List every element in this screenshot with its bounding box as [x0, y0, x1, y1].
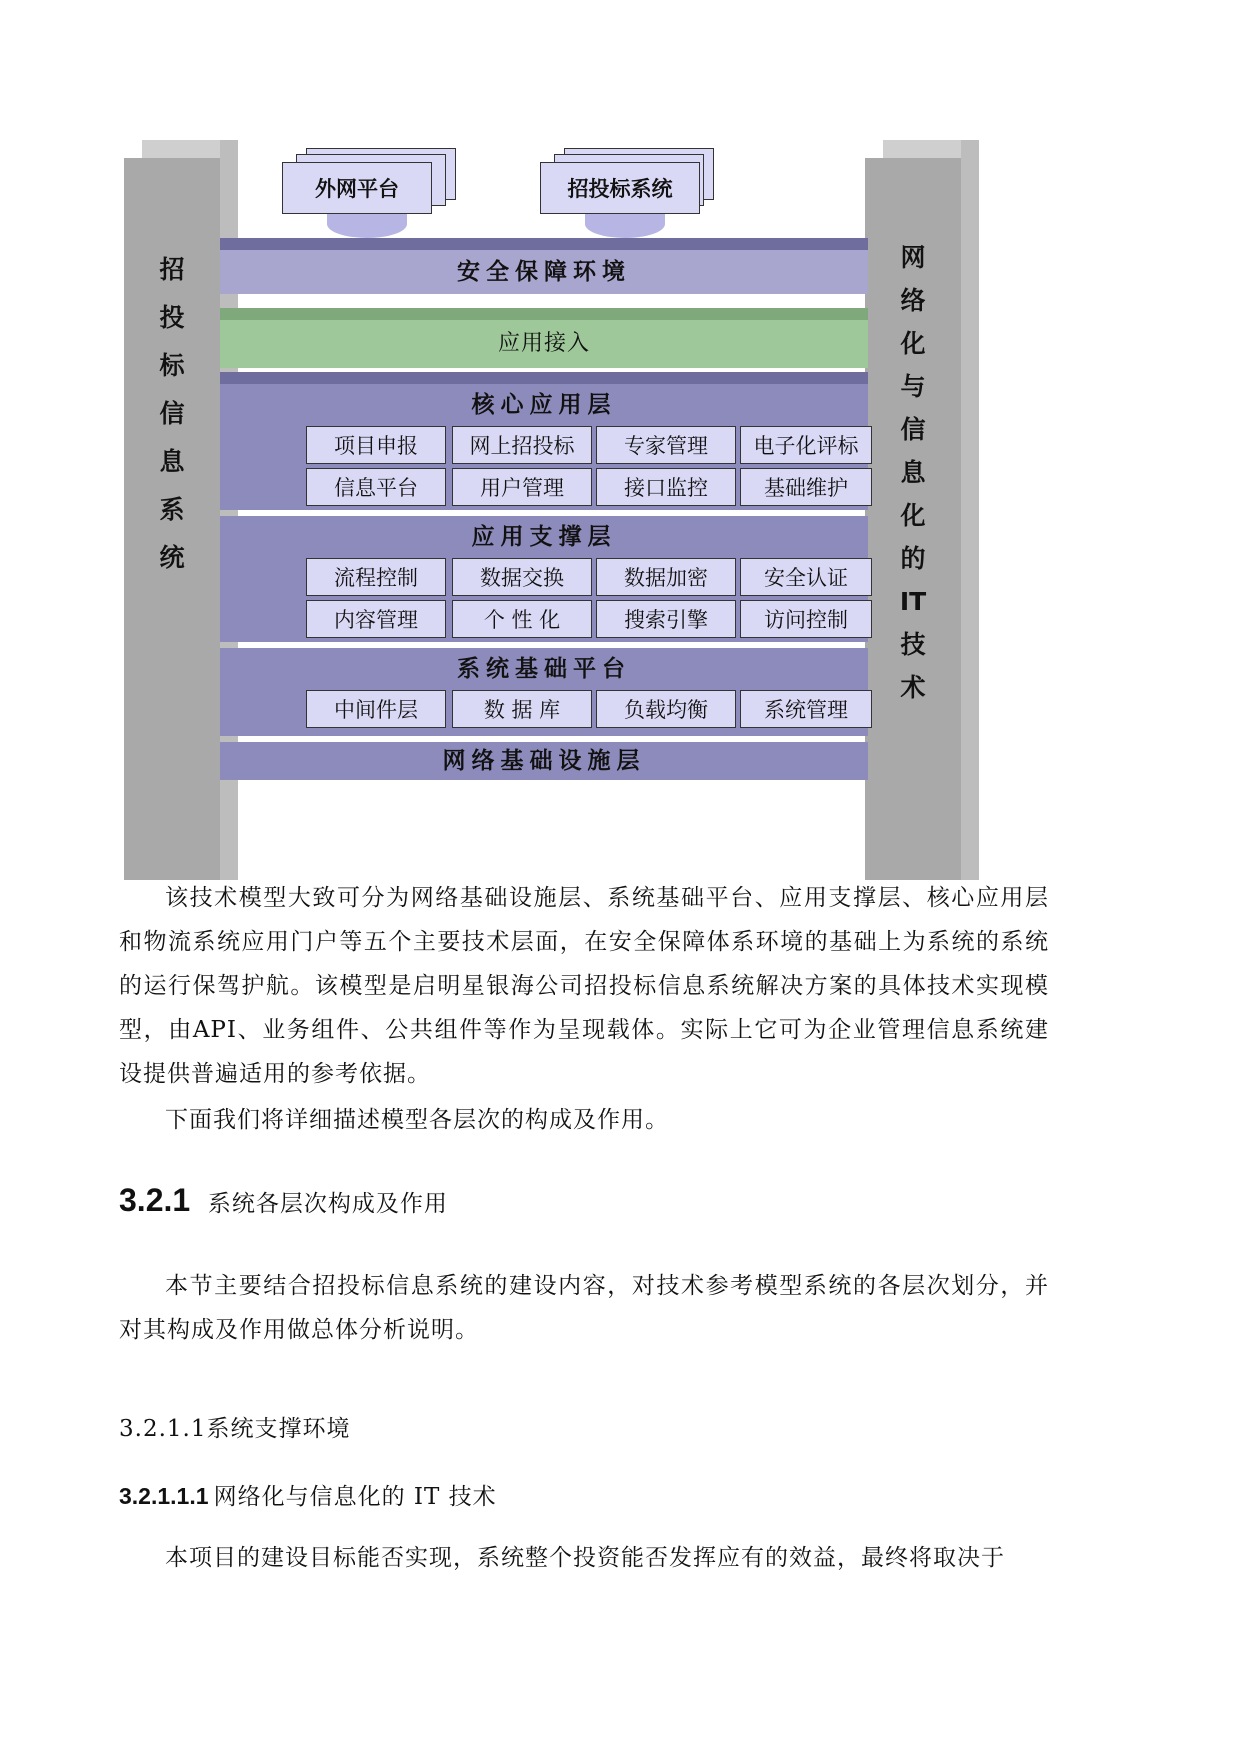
layer-cell: 接口监控: [596, 468, 736, 506]
system-base-platform-layer: [220, 648, 868, 736]
paragraph-intro-detail: 下面我们将详细描述模型各层次的构成及作用。: [165, 1107, 669, 1133]
security-band: [220, 250, 868, 294]
layer-cell: 网上招投标: [452, 426, 592, 464]
layer-cell: 信息平台: [306, 468, 446, 506]
access-band: [220, 320, 868, 368]
section-heading-3-2-1: [119, 1182, 448, 1219]
layer-cell: 安全认证: [740, 558, 872, 596]
network-infrastructure-layer: [220, 742, 868, 780]
support-layer-title: 应用支撑层: [471, 524, 617, 550]
layer-cell: 个 性 化: [452, 600, 592, 638]
layer-cell: 内容管理: [306, 600, 446, 638]
application-support-layer: [220, 516, 868, 642]
right-pillar-it-technology: [865, 158, 961, 880]
layer-cell: 搜索引擎: [596, 600, 736, 638]
platform-layer-title: 系统基础平台: [457, 656, 631, 682]
technical-model-diagram: [110, 138, 990, 878]
portal-bid-system: [540, 142, 710, 242]
access-band-label: 应用接入: [497, 331, 590, 356]
layer-cell: 系统管理: [740, 690, 872, 728]
layer-cell: 流程控制: [306, 558, 446, 596]
paragraph-project-goal: 本项目的建设目标能否实现，系统整个投资能否发挥应有的效益，最终将取决于: [165, 1545, 1005, 1571]
paragraph-section-intro: 本节主要结合招投标信息系统的建设内容，对技术参考模型系统的各层次划分，并对其构成及作用做总体分析说明。: [119, 1273, 1049, 1343]
section-number: 3.2.1: [119, 1182, 191, 1218]
core-application-layer: [220, 384, 868, 510]
layer-cell: 数据交换: [452, 558, 592, 596]
portal-label: 招投标系统: [540, 162, 700, 214]
portal-label: 外网平台: [282, 162, 432, 214]
layer-cell: 数 据 库: [452, 690, 592, 728]
layer-cell: 基础维护: [740, 468, 872, 506]
subsection-heading-3-2-1-1-1: [119, 1478, 497, 1511]
layer-cell: 电子化评标: [740, 426, 872, 464]
layer-cell: 项目申报: [306, 426, 446, 464]
paragraph-model-overview: 该技术模型大致可分为网络基础设施层、系统基础平台、应用支撑层、核心应用层和物流系统应用门户等五个主要技术层面，在安全保障体系环境的基础上为系统的系统的运行保驾护航。该模型是启明星银海公司招投标信息系统解决方案的具体技术实现模型，由API、业务组件、公共组件等作为呈现载体。实际上它可为企业管理信息系统建设提供普遍适用的参考依据。: [119, 885, 1049, 1087]
subsection-heading-3-2-1-1: 3.2.1.1系统支撑环境: [119, 1416, 351, 1442]
layer-cell: 访问控制: [740, 600, 872, 638]
core-layer-title: 核心应用层: [471, 392, 617, 418]
section-title: 系统各层次构成及作用: [207, 1191, 448, 1217]
layer-cell: 专家管理: [596, 426, 736, 464]
portal-external-platform: [282, 142, 452, 242]
layer-cell: 中间件层: [306, 690, 446, 728]
band-top-face: [220, 238, 868, 250]
network-layer-title: 网络基础设施层: [442, 748, 646, 774]
layer-cell: 数据加密: [596, 558, 736, 596]
subsection-number: 3.2.1.1.1: [119, 1483, 209, 1509]
band-top-face: [220, 372, 868, 384]
security-band-label: 安全保障环境: [457, 259, 631, 285]
layer-cell: 用户管理: [452, 468, 592, 506]
band-top-face: [220, 308, 868, 320]
left-pillar-label: 招 投 标 信 息 系 统: [159, 255, 185, 572]
left-pillar-bid-info-system: [124, 158, 220, 880]
subsection-title: 网络化与信息化的 IT 技术: [213, 1484, 497, 1510]
layer-cell: 负载均衡: [596, 690, 736, 728]
right-pillar-label: 网 络 化 与 信 息 化 的 IT 技 术: [899, 243, 927, 702]
pillar-side-face: [961, 140, 979, 880]
